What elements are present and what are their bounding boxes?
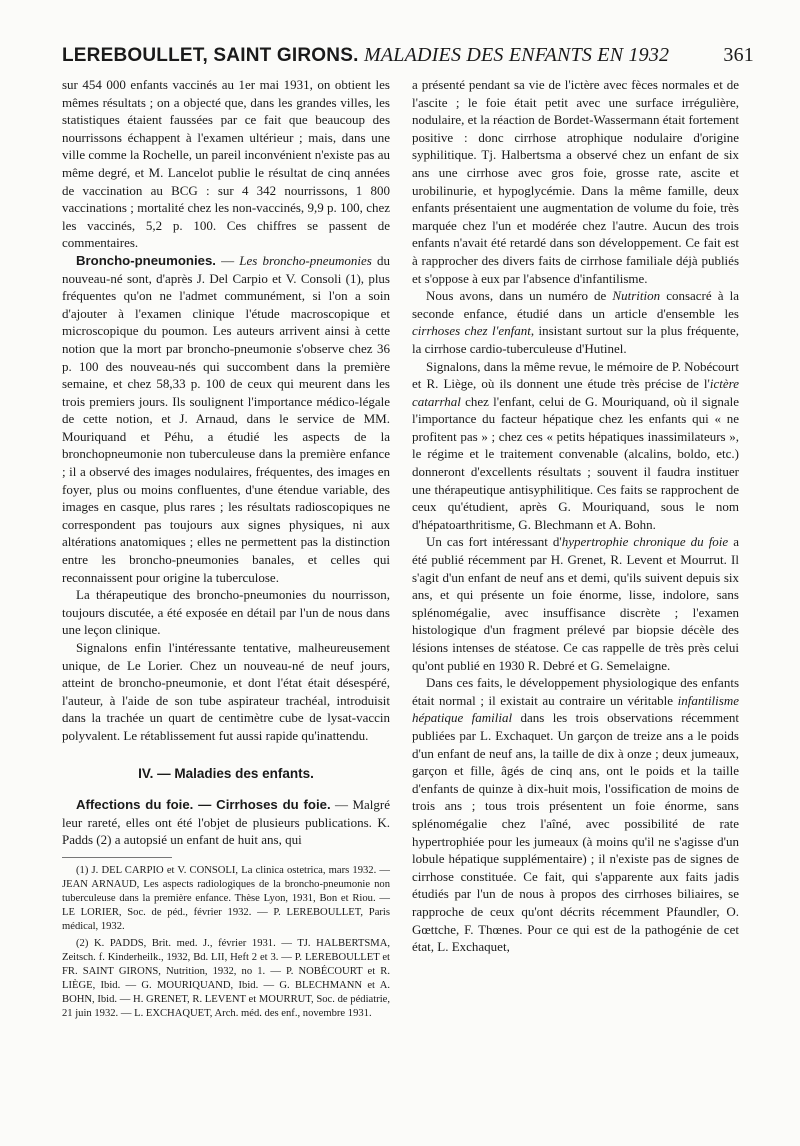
run-in-heading: Affections du foie. — Cirrhoses du foie. — [76, 797, 331, 813]
paragraph-broncho-pneumonies: Broncho-pneumonies. — Les broncho-pneumonies du nouveau-né sont, d'après J. Del Carpio et V. Consoli (1), plus fréquentes qu'on ne l'admet communément, si l'on a soin d'ajouter à l'examen clinique l'étude macroscopique et microscopique du poumon. Les auteurs arrivent ainsi à cette notion que la mort par broncho-pneumonie s'observe chez 36 p. 100 des nouveau-nés qui succombent dans la première semaine, et chez 58,33 p. 100 de ceux qui meurent dans les trois premiers jours. Ils soulignent l'importance médico-légale de cette notion, et J. Arnaud, dans le service de MM. Mouriquand et Péhu, a étudié les aspects de la bronchopneumonie non tuberculeuse dans la première enfance ; il a observé des images nodulaires, fréquentes, des images en foyer, plus ou moins confluentes, d'une étendue variable, des images en casque, plus rares ; les résultats radioscopiques ne correspondent pas toujours aux signes physiques, ni aux altérations anatomiques ; elles ne permettent pas la distinction entre les broncho-pneumonies banales, et celles qui reconnaissent pour origine la tuberculose. — [62, 252, 390, 585]
header-authors: LEREBOULLET, SAINT GIRONS. — [62, 45, 359, 66]
paragraph: Dans ces faits, le développement physiologique des enfants était normal ; il existait au contraire un véritable infantilisme hépatique familial dans les trois observations récemment publiées par L. Exchaquet. Un garçon de treize ans a le poids d'un enfant de neuf ans, la taille de dix à onze ; deux jumeaux, garçon et fille, âgés de cinq ans, ont le poids et la taille d'enfants de quinze à dix-huit mois, l'ossification de moins de trois ans ; tous trois présentent un foie énorme, sans splénomégalie chez l'aîné, avec possibilité de rate hypertrophiée pour les jumeaux (à moins qu'il ne s'agisse d'un lobule hépatique supplémentaire) ; il n'existe pas de signes de cirrhose constituée. Ce fait, qui s'apparente aux faits jadis étudiés par l'un de nous à propos des cirrhoses biliaires, se rapproche de ceux qu'ont décrits récemment Pfaundler, O. Gœttche, F. Thœnes. Pour ce qui est de la pathogénie de cet état, L. Exchaquet, — [412, 675, 739, 955]
right-column — [412, 76, 739, 956]
paragraph: Signalons, dans la même revue, le mémoire de P. Nobécourt et R. Liège, où ils donnent une étude très précise de l'ictère catarrhal chez l'enfant, celui de G. Mouriquand, où il signale l'importance du facteur hépatique chez les enfants qui « ne profitent pas » ; chez ces « petits hépatiques inassimilateurs », le régime et le traitement convenable (alcalins, boldo, etc.) donneront d'excellents résultats ; souvent il faudra instituer une thérapeutique antisyphilitique. Ces faits se rapprochent de ceux qu'étudient, après G. Mouriquand, sous le nom d'hépatoarthritisme, G. Blechmann et A. Bohn. — [412, 358, 739, 532]
paragraph: Un cas fort intéressant d'hypertrophie chronique du foie a été publié récemment par H. Grenet, R. Levent et Mourrut. Il s'agit d'un enfant de neuf ans et demi, qu'ils suivent depuis six ans, et qui présente un foie énorme, lisse, indolore, sans splénomégalie, avec insuffisance discrète ; l'examen histologique d'un fragment prélevé par biopsie décèle des lésions intenses de stéatose. Ce cas rappelle de très près celui qu'ont publié en 1930 R. Debré et G. Semelaigne. — [412, 534, 739, 673]
paragraph: Signalons enfin l'intéressante tentative, malheureusement unique, de Le Lorier. Chez un nouveau-né de neuf jours, atteint de broncho-pneumonie, et dont l'état était désespéré, l'auteur, à l'aide de son tube aspirateur trachéal, introduisit dans la trachée un quart de centimètre cube de lysat-vaccin polyvalent. Le rétablissement fut aussi rapide qu'inattendu. — [62, 640, 390, 743]
header-title: MALADIES DES ENFANTS EN 1932 — [364, 44, 670, 66]
page-number: 361 — [723, 44, 754, 66]
paragraph: Nous avons, dans un numéro de Nutrition consacré à la seconde enfance, étudié dans un article d'ensemble les cirrhoses chez l'enfant, insistant surtout sur la plus fréquente, la cirrhose cardio-tuberculeuse d'Hutinel. — [412, 288, 740, 356]
footnote-rule — [62, 857, 172, 858]
footnote: (1) J. DEL CARPIO et V. CONSOLI, La clinica ostetrica, mars 1932. — JEAN ARNAUD, Les aspects radiologiques de la broncho-pneumonie non tuberculeuse dans la première enfance. Thèse Lyon, 1931, Bon et Riou. — LE LORIER, Soc. de péd., février 1932. — P. LEREBOULLET, Paris médical, 1932. — [62, 864, 390, 932]
paragraph: a présenté pendant sa vie de l'ictère avec fèces normales et de l'ascite ; le foie était petit avec une surface irrégulière, nodulaire, et la réaction de Bordet-Wassermann était fortement positive : donc cirrhose atrophique nodulaire d'origine syphilitique. Tj. Halbertsma a observé chez un enfant de six ans une cirrhose avec gros foie, grosse rate, ascite et urobilinurie, et hypoglycémie. Dans la même famille, deux enfants présentaient une augmentation de volume du foie, très marquée chez l'un et modérée chez l'autre. Aucun des trois enfants n'avait été retardé dans son développement. Ce fait est à rapprocher des divers faits de cirrhose familiale déjà publiés et s'oppose à eux par l'absence d'infantilisme. — [412, 77, 739, 286]
running-header — [62, 44, 762, 72]
paragraph: sur 454 000 enfants vaccinés au 1er mai 1931, on obtient les mêmes résultats ; on a objecté que, dans les grandes villes, les statistiques étaient faussées par ce fait que beaucoup des nourrissons échappent à l'examen ultérieur ; mais, dans une ville comme la Rochelle, un pareil inconvénient n'existe pas au même degré, et M. Lancelot publie le résultat de cinq années de vaccination au BCG : sur 4 342 nourrissons, 1 800 vaccinations ; mortalité chez les non-vaccinés, 9,9 p. 100, chez les vaccinés, 5,2 p. 100. Ces chiffres se passent de commentaires. — [62, 77, 390, 251]
run-in-heading: Broncho-pneumonies. — [76, 252, 216, 268]
paragraph: La thérapeutique des broncho-pneumonies du nourrisson, toujours discutée, a été exposée en détail par l'un de nous dans une leçon clinique. — [62, 587, 390, 638]
section-heading: IV. — Maladies des enfants. — [138, 765, 314, 781]
footnote: (2) K. PADDS, Brit. med. J., février 1931. — TJ. HALBERTSMA, Zeitsch. f. Kinderheilk., 1932, Bd. LII, Heft 2 et 3. — P. LEREBOULLET et FR. SAINT GIRONS, Nutrition, 1932, no 1. — P. NOBÉCOURT et R. LIÈGE, Ibid. — G. MOURIQUAND, Ibid. — G. BLECHMANN et A. BOHN, Ibid. — H. GRENET, R. LEVENT et MOURRUT, Soc. de pédiatrie, 21 juin 1932. — L. EXCHAQUET, Arch. méd. des enf., novembre 1931. — [62, 937, 390, 1019]
left-column — [62, 76, 390, 1021]
paragraph-affections-du-foie: Affections du foie. — Cirrhoses du foie. — Malgré leur rareté, elles ont été l'objet de plusieurs publications. K. Padds (2) a autopsié un enfant de huit ans, qui — [62, 797, 390, 848]
